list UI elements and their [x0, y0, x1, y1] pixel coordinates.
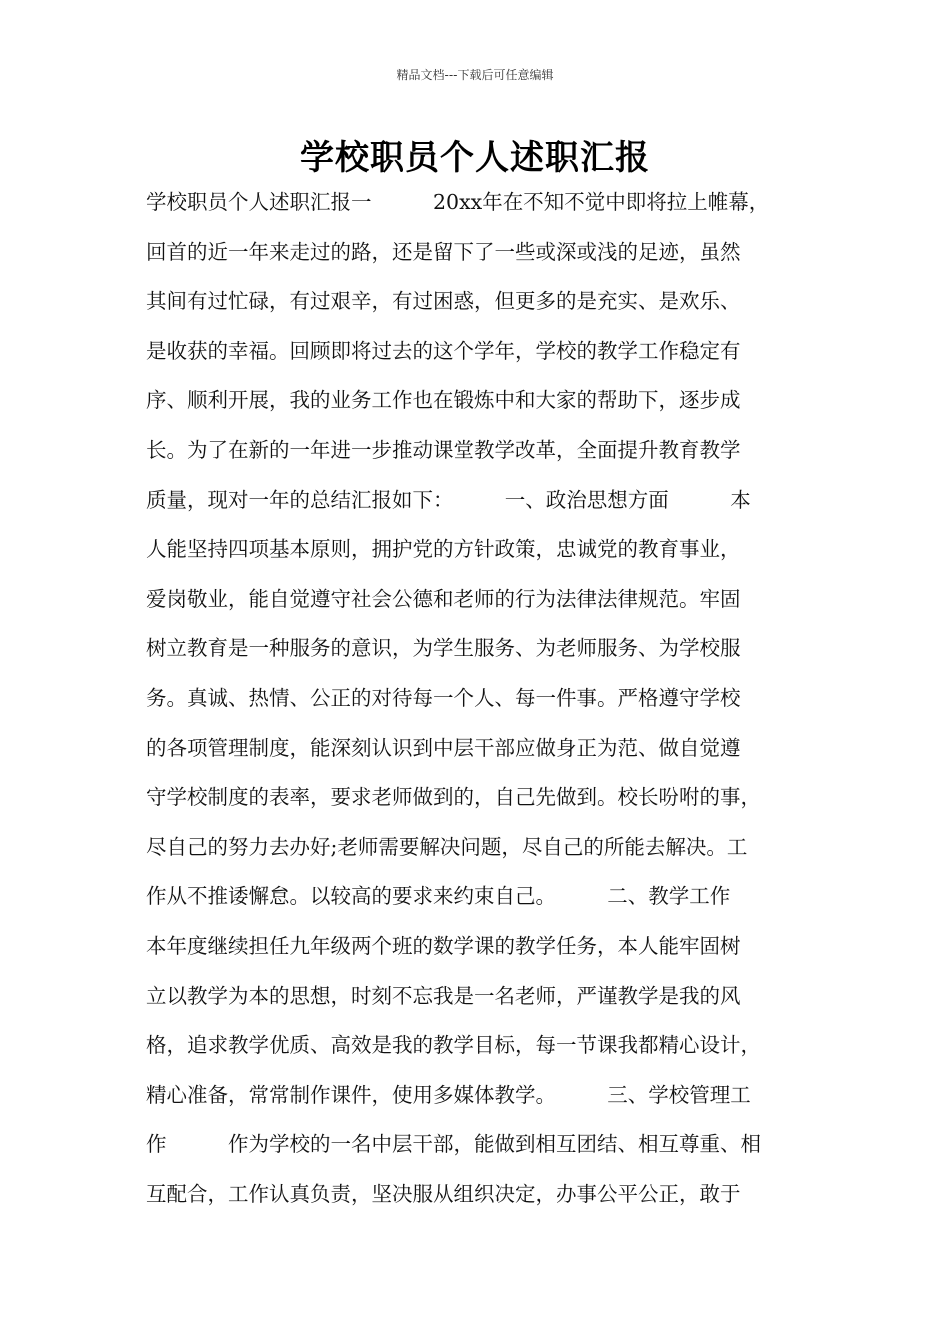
- body-line: 学校职员个人述职汇报一 20xx年在不知不觉中即将拉上帷幕，: [146, 190, 770, 214]
- body-line: 作从不推诿懈怠。以较高的要求来约束自己。 二、教学工作: [146, 884, 731, 909]
- body-line: 互配合，工作认真负责，坚决服从组织决定，办事公平公正，敢于: [146, 1181, 741, 1206]
- body-line: 务。真诚、热情、公正的对待每一个人、每一件事。严格遵守学校: [146, 685, 741, 710]
- document-body: [146, 182, 826, 1223]
- body-line: 立以教学为本的思想，时刻不忘我是一名老师，严谨教学是我的风: [146, 983, 741, 1008]
- body-line: 序、顺利开展，我的业务工作也在锻炼中和大家的帮助下，逐步成: [146, 388, 741, 413]
- body-line: 人能坚持四项基本原则，拥护党的方针政策，忠诚党的教育事业，: [146, 537, 741, 562]
- body-line: 是收获的幸福。回顾即将过去的这个学年，学校的教学工作稳定有: [146, 338, 741, 363]
- body-line: 精心准备，常常制作课件，使用多媒体教学。 三、学校管理工: [146, 1082, 751, 1107]
- body-line: 的各项管理制度，能深刻认识到中层干部应做身正为范、做自觉遵: [146, 735, 741, 760]
- body-line: 本年度继续担任九年级两个班的数学课的教学任务，本人能牢固树: [146, 933, 741, 958]
- body-line: 其间有过忙碌，有过艰辛，有过困惑，但更多的是充实、是欢乐、: [146, 289, 741, 314]
- body-line: 格，追求教学优质、高效是我的教学目标，每一节课我都精心设计，: [146, 1033, 761, 1058]
- body-line: 守学校制度的表率，要求老师做到的，自己先做到。校长吩咐的事，: [146, 785, 761, 810]
- header-note: 精品文档---下载后可任意编辑: [396, 68, 554, 82]
- body-line: 树立教育是一种服务的意识，为学生服务、为老师服务、为学校服: [146, 636, 741, 661]
- body-line: 长。为了在新的一年进一步推动课堂教学改革，全面提升教育教学: [146, 437, 741, 462]
- body-line: 回首的近一年来走过的路，还是留下了一些或深或浅的足迹，虽然: [146, 239, 741, 264]
- body-line: 质量，现对一年的总结汇报如下： 一、政治思想方面 本: [146, 487, 751, 512]
- body-line: 尽自己的努力去办好;老师需要解决问题，尽自己的所能去解决。工: [146, 834, 748, 859]
- body-line: 作 作为学校的一名中层干部，能做到相互团结、相互尊重、相: [146, 1132, 761, 1157]
- body-line: 爱岗敬业，能自觉遵守社会公德和老师的行为法律法律规范。牢固: [146, 586, 741, 611]
- document-title: 学校职员个人述职汇报: [300, 138, 650, 178]
